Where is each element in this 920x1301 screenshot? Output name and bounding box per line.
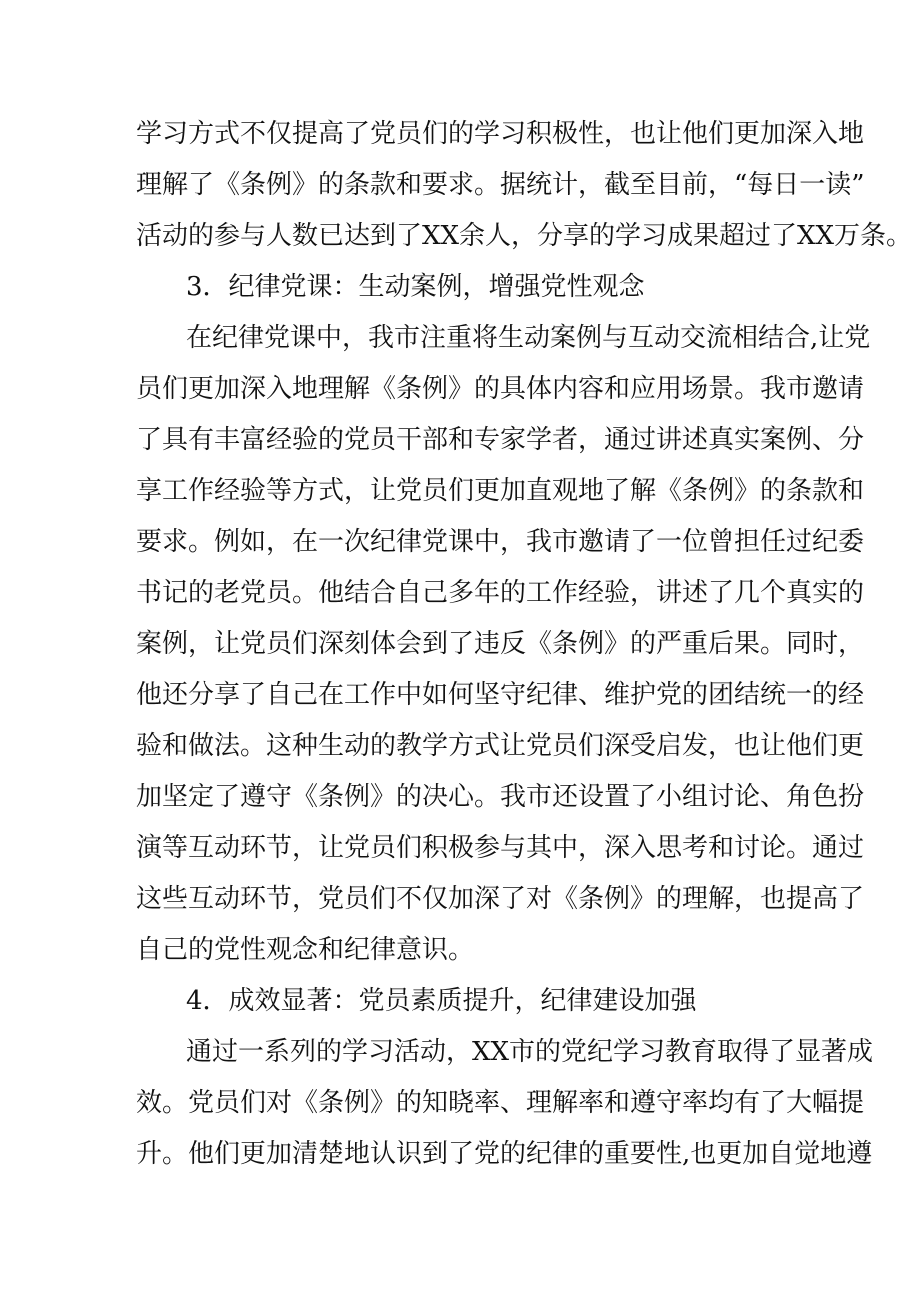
paragraph-line: 案例，让党员们深刻体会到了违反《条例》的严重后果。同时， [136, 629, 865, 659]
paragraph-line: 学习方式不仅提高了党员们的学习积极性，也让他们更加深入地 [136, 119, 865, 149]
section-heading-3: 3．纪律党课：生动案例，增强党性观念 [186, 272, 645, 302]
paragraph-line: 效。党员们对《条例》的知晓率、理解率和遵守率均有了大幅提 [136, 1088, 865, 1118]
paragraph-line: 这些互动环节，党员们不仅加深了对《条例》的理解，也提高了 [136, 884, 865, 914]
paragraph-line: 了具有丰富经验的党员干部和专家学者，通过讲述真实案例、分 [136, 425, 865, 455]
paragraph-line: 活动的参与人数已达到了XX余人，分享的学习成果超过了XX万条。 [136, 221, 913, 251]
section-heading-4: 4．成效显著：党员素质提升，纪律建设加强 [186, 986, 697, 1016]
paragraph-line: 通过一系列的学习活动，XX市的党纪学习教育取得了显著成 [186, 1037, 874, 1067]
paragraph-line: 自己的党性观念和纪律意识。 [136, 935, 475, 965]
paragraph-line: 他还分享了自己在工作中如何坚守纪律、维护党的团结统一的经 [136, 680, 865, 710]
paragraph-line: 理解了《条例》的条款和要求。据统计，截至目前，“每日一读” [136, 170, 865, 200]
paragraph-line: 加坚定了遵守《条例》的决心。我市还设置了小组讨论、角色扮 [136, 782, 865, 812]
paragraph-line: 演等互动环节，让党员们积极参与其中，深入思考和讨论。通过 [136, 833, 865, 863]
paragraph-line: 享工作经验等方式，让党员们更加直观地了解《条例》的条款和 [136, 476, 865, 506]
paragraph-line: 升。他们更加清楚地认识到了党的纪律的重要性,也更加自觉地遵 [136, 1139, 873, 1169]
paragraph-line: 在纪律党课中，我市注重将生动案例与互动交流相结合,让党 [186, 323, 871, 353]
paragraph-line: 要求。例如，在一次纪律党课中，我市邀请了一位曾担任过纪委 [136, 527, 865, 557]
paragraph-line: 员们更加深入地理解《条例》的具体内容和应用场景。我市邀请 [136, 374, 865, 404]
paragraph-line: 验和做法。这种生动的教学方式让党员们深受启发，也让他们更 [136, 731, 865, 761]
paragraph-line: 书记的老党员。他结合自己多年的工作经验，讲述了几个真实的 [136, 578, 865, 608]
